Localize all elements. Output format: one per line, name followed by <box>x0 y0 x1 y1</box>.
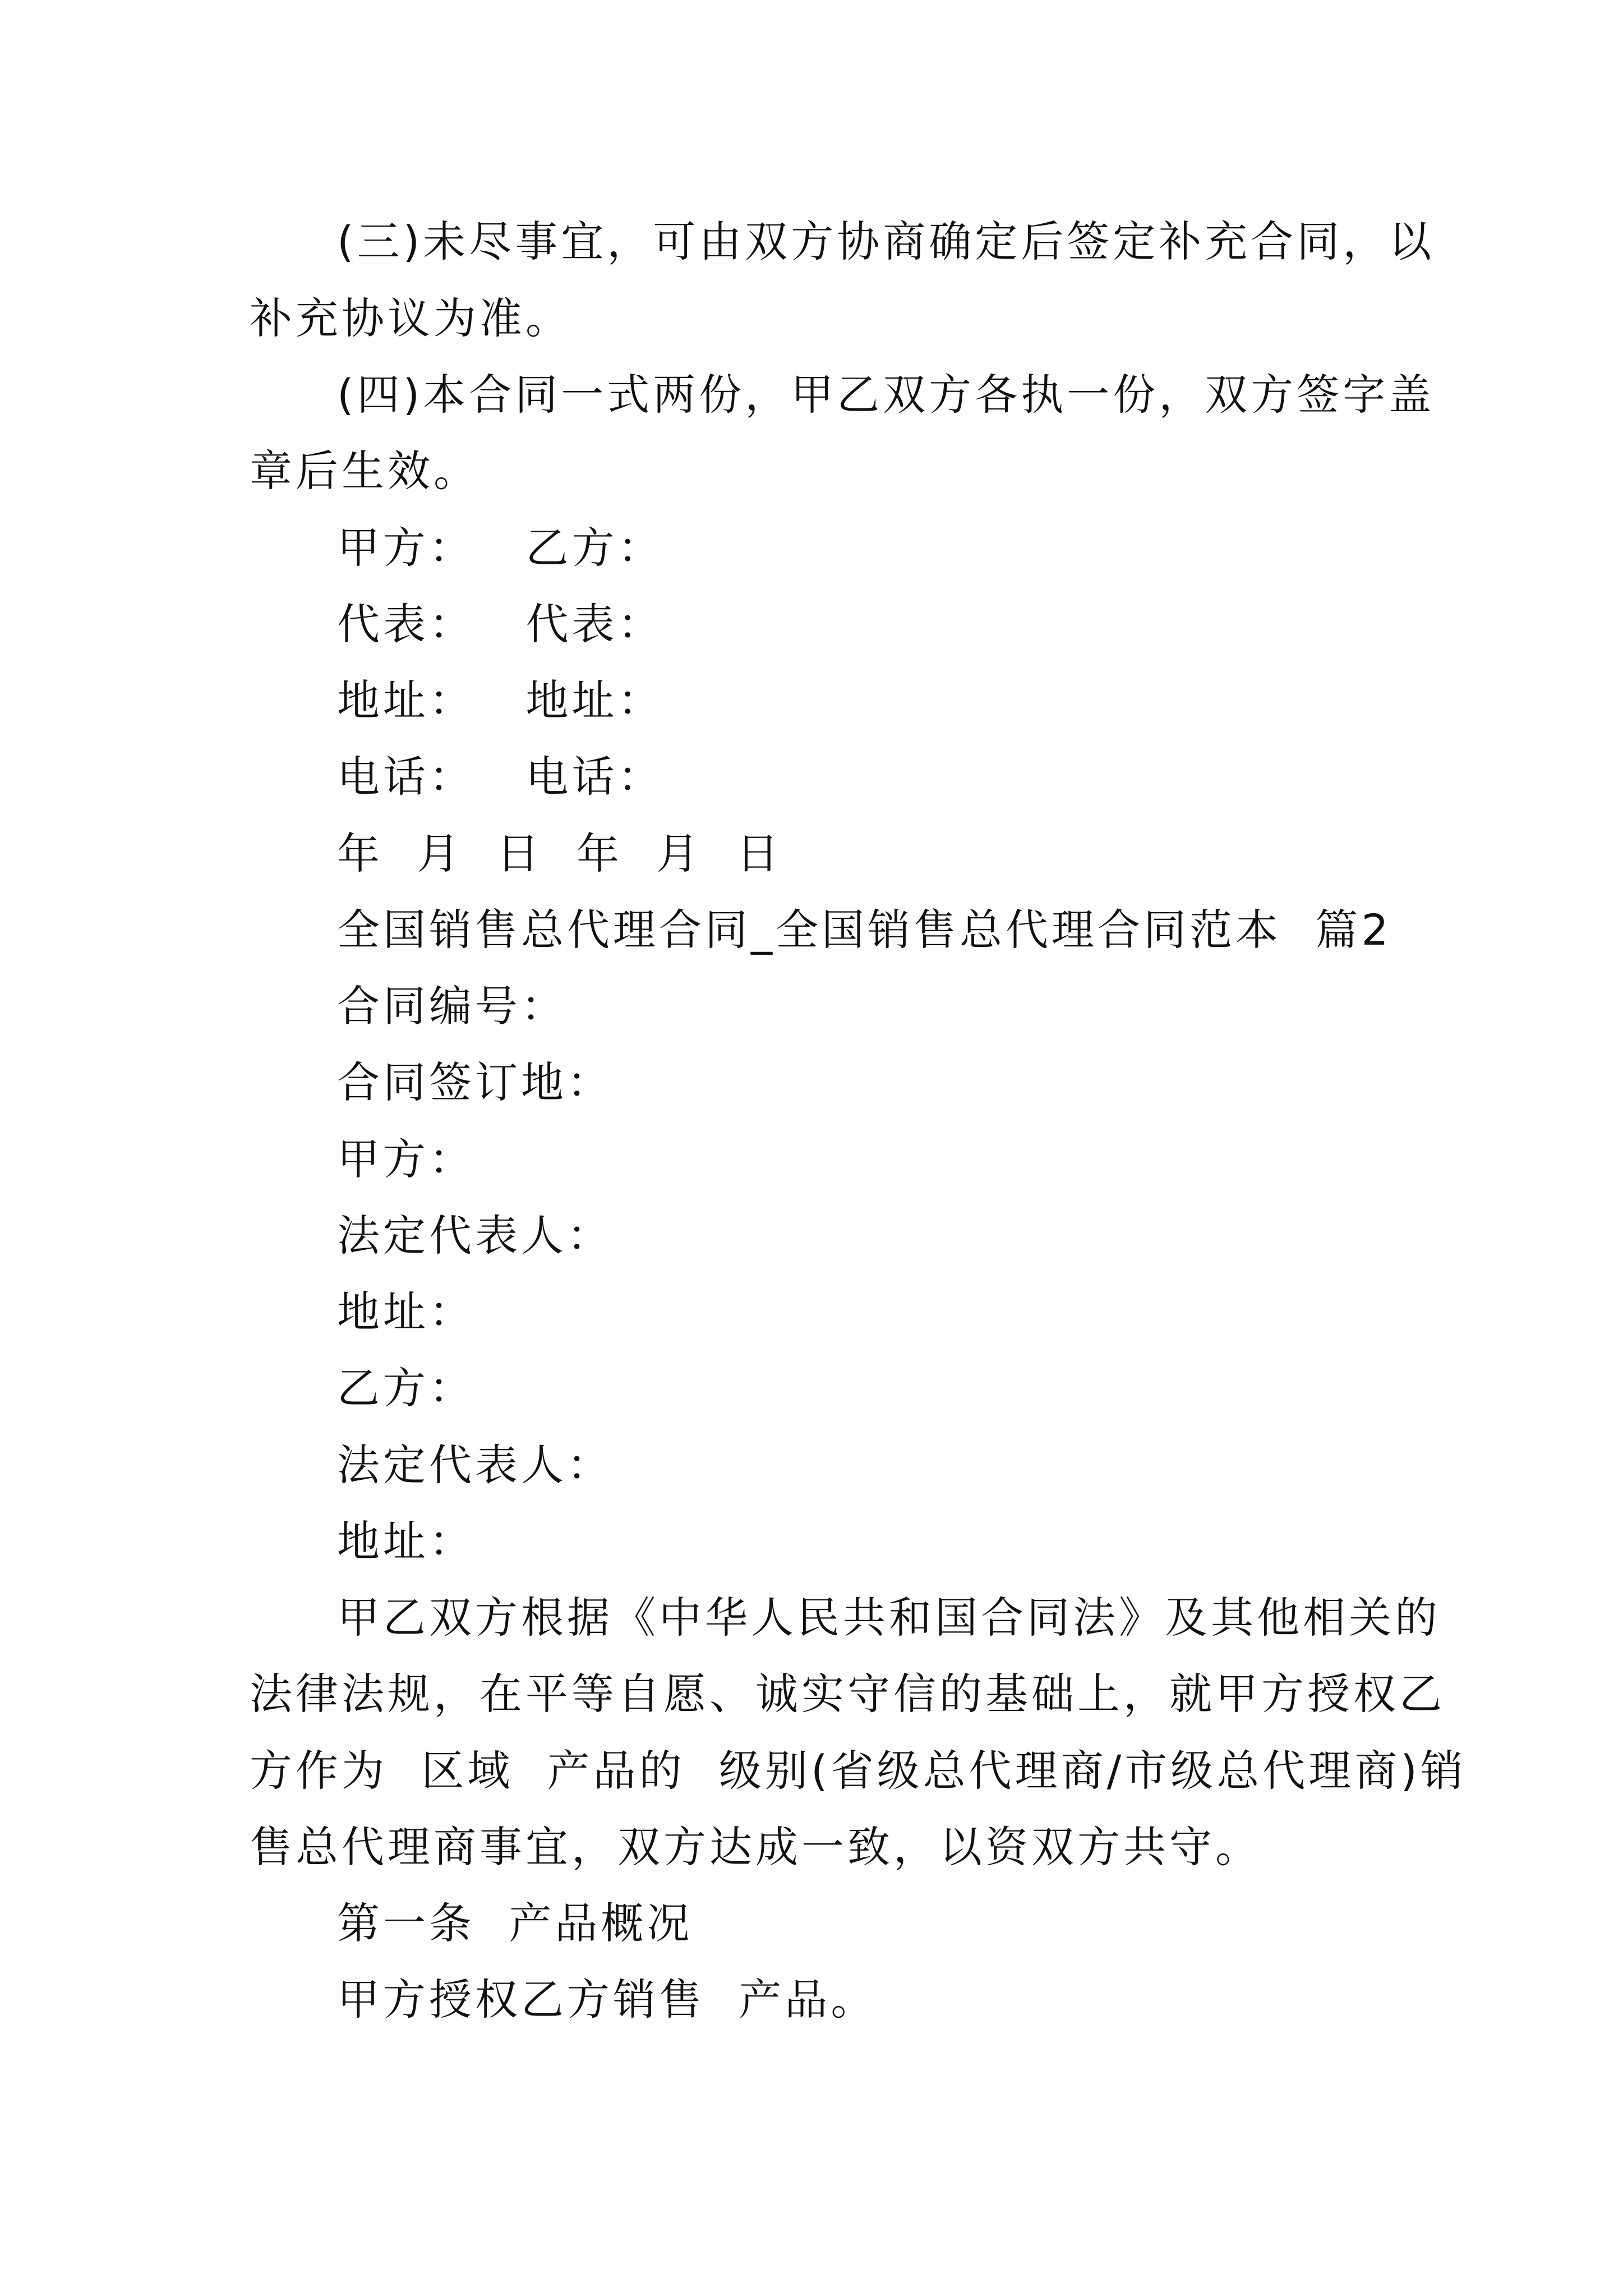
contract-number-label: 合同编号： <box>337 981 567 1031</box>
preamble-line-4: 售总代理商事宜，双方达成一致，以资双方共守。 <box>250 1822 1261 1872</box>
signature-phone-line: 电话： 电话： <box>337 752 664 802</box>
party-a-representative-label: 法定代表人： <box>337 1211 613 1260</box>
signature-address-line: 地址： 地址： <box>337 675 664 725</box>
preamble-line-1: 甲乙双方根据《中华人民共和国合同法》及其他相关的 <box>337 1593 1441 1642</box>
preamble-line-2: 法律法规，在平等自愿、诚实守信的基础上，就甲方授权乙 <box>250 1669 1445 1719</box>
party-b-label: 乙方： <box>337 1363 475 1413</box>
signature-date-line: 年 月 日 年 月 日 <box>337 829 782 878</box>
paragraph-3-line-2: 补充协议为准。 <box>250 293 571 343</box>
party-b-representative-label: 法定代表人： <box>337 1440 613 1490</box>
section-title: 全国销售总代理合同_全国销售总代理合同范本 篇2 <box>337 905 1392 955</box>
article-1-heading: 第一条 产品概况 <box>337 1898 693 1948</box>
party-b-address-label: 地址： <box>337 1516 475 1566</box>
contract-place-label: 合同签订地： <box>337 1057 613 1107</box>
party-a-label: 甲方： <box>337 1134 475 1184</box>
article-1-text: 甲方授权乙方销售 产品。 <box>337 1975 877 2024</box>
signature-representative-line: 代表： 代表： <box>337 599 664 649</box>
signature-party-line: 甲方： 乙方： <box>337 523 664 573</box>
paragraph-3-line-1: (三)未尽事宜，可由双方协商确定后签定补充合同，以 <box>337 217 1435 266</box>
preamble-line-3: 方作为 区域 产品的 级别(省级总代理商/市级总代理商)销 <box>250 1746 1467 1796</box>
party-a-address-label: 地址： <box>337 1287 475 1337</box>
paragraph-4-line-1: (四)本合同一式两份，甲乙双方各执一份，双方签字盖 <box>337 370 1435 420</box>
paragraph-4-line-2: 章后生效。 <box>250 446 479 496</box>
